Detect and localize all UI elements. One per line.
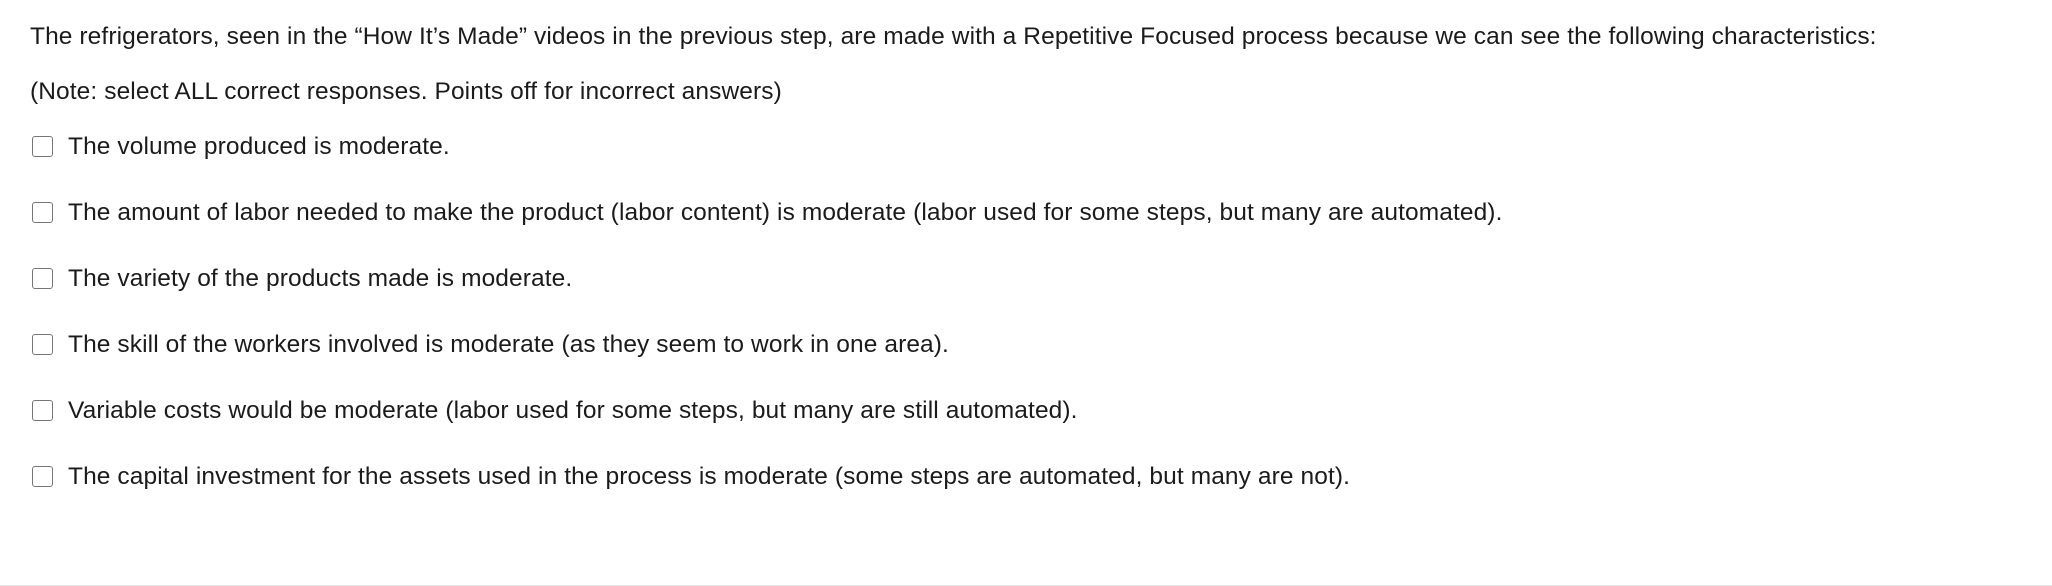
checkbox-icon[interactable] — [32, 334, 53, 355]
option-label: Variable costs would be moderate (labor used for some steps, but many are still automated). — [68, 397, 1078, 425]
question-note: (Note: select ALL correct responses. Points off for incorrect answers) — [30, 78, 782, 106]
checkbox-icon[interactable] — [32, 400, 53, 421]
checkbox-icon[interactable] — [32, 202, 53, 223]
option-row[interactable] — [30, 324, 2052, 390]
checkbox-icon[interactable] — [32, 268, 53, 289]
checkbox-icon[interactable] — [32, 136, 53, 157]
option-label: The variety of the products made is moderate. — [68, 265, 573, 293]
option-label: The amount of labor needed to make the product (labor content) is moderate (labor used for some steps, but many are automated). — [68, 199, 1503, 227]
option-row[interactable] — [30, 390, 2052, 456]
option-label: The volume produced is moderate. — [68, 133, 450, 161]
option-label: The skill of the workers involved is moderate (as they seem to work in one area). — [68, 331, 949, 359]
option-row[interactable] — [30, 456, 2052, 522]
checkbox-icon[interactable] — [32, 466, 53, 487]
option-row[interactable] — [30, 258, 2052, 324]
question-prompt: The refrigerators, seen in the “How It’s Made” videos in the previous step, are made with a Repetitive Focused process because we can see the following characteristics: — [30, 23, 1877, 50]
option-row[interactable] — [30, 192, 2052, 258]
option-row[interactable] — [30, 126, 2052, 192]
answer-options-list — [30, 108, 2052, 522]
option-label: The capital investment for the assets used in the process is moderate (some steps are automated, but many are not). — [68, 463, 1351, 491]
